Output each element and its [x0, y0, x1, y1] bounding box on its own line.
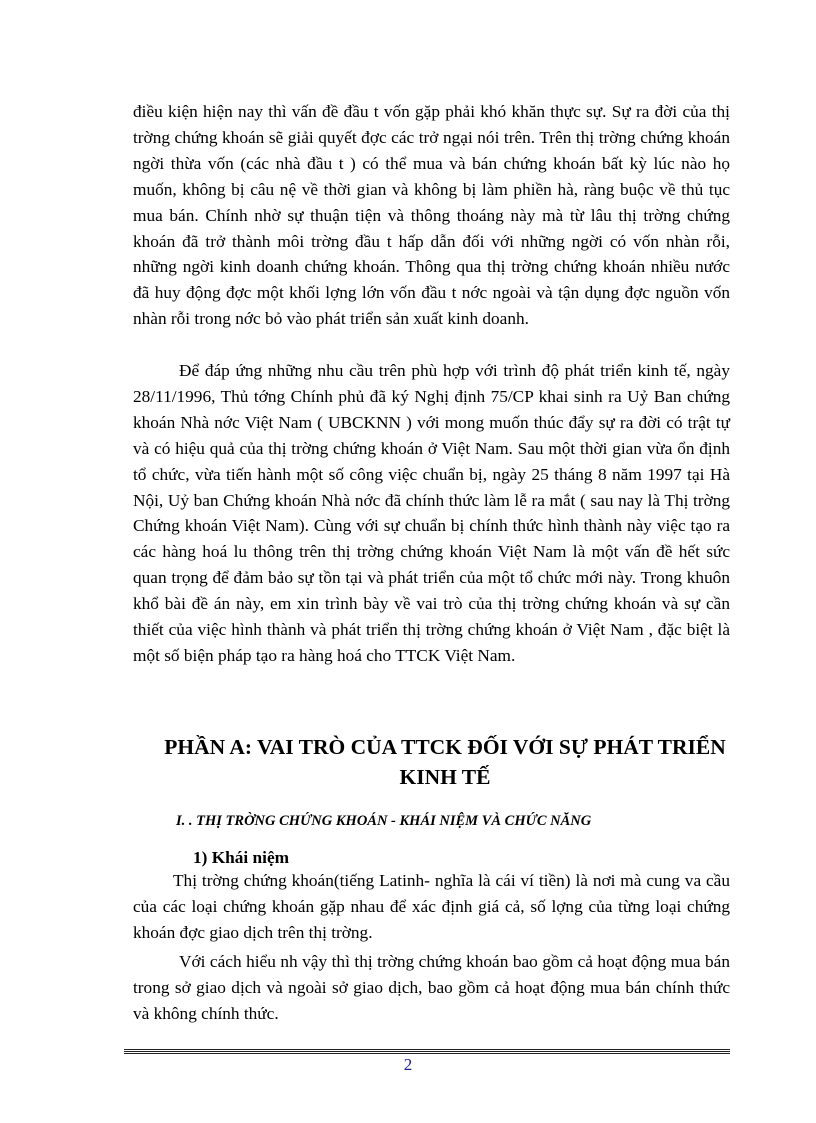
footer-rule-line [124, 1049, 730, 1050]
item-heading: 1) Khái niệm [193, 848, 290, 867]
body-paragraph-1: điều kiện hiện nay thì vấn đề đầu t vốn gặp phải khó khăn thực sự. Sự ra đời của thị trờng chứng khoán sẽ giải quyết đợc các trở ngại nói trên. Trên thị trờng chứng khoán ngời thừa vốn (các nhà đầu t ) có thể mua và bán chứng khoán bất kỳ lúc nào họ muốn, không bị câu nệ về thời gian và không bị làm phiền hà, ràng buộc về thủ tục mua bán. Chính nhờ sự thuận tiện và thông thoáng này mà từ lâu thị trờng chứng khoán đã trở thành môi trờng đầu t hấp dẫn đối với những ngời có vốn nhàn rỗi, những ngời kinh doanh chứng khoán. Thông qua thị trờng chứng khoán nhiều nước đã huy động đợc một khối lợng lớn vốn đầu t nớc ngoài và tận dụng đợc nguồn vốn nhàn rỗi trong nớc bỏ vào phát triển sản xuất kinh doanh. [133, 102, 730, 329]
page-number: 2 [403, 1055, 413, 1074]
section-heading: PHẦN A: VAI TRÒ CỦA TTCK ĐỐI VỚI SỰ PHÁT TRIỂN KINH TẾ [164, 735, 726, 789]
footer-rule-line [124, 1051, 730, 1052]
body-paragraph-3: Thị trờng chứng khoán(tiếng Latinh- nghĩa là cái ví tiền) là nơi mà cung va cầu của các loại chứng khoán gặp nhau để xác định giá cả, số lợng của từng loại chứng khoán đợc giao dịch trên thị trờng. [133, 871, 730, 942]
subsection-heading: I. . THỊ TRỜNG CHỨNG KHOÁN - KHÁI NIỆM VÀ CHỨC NĂNG [176, 813, 592, 829]
body-paragraph-4: Với cách hiểu nh vậy thì thị trờng chứng khoán bao gồm cả hoạt động mua bán trong sở giao dịch và ngoài sở giao dịch, bao gồm cả hoạt động mua bán chính thức và không chính thức. [133, 952, 730, 1023]
body-paragraph-2: Để đáp ứng những nhu cầu trên phù hợp với trình độ phát triển kinh tế, ngày 28/11/1996, Thủ tớng Chính phủ đã ký Nghị định 75/CP khai sinh ra Uỷ Ban chứng khoán Nhà nớc Việt Nam ( UBCKNN ) với mong muốn thúc đẩy sự ra đời có trật tự và có hiệu quả của thị trờng chứng khoán ở Việt Nam. Sau một thời gian vừa ổn định tổ chức, vừa tiến hành một số công việc chuẩn bị, ngày 25 tháng 8 năm 1997 tại Hà Nội, Uỷ ban Chứng khoán Nhà nớc đã chính thức làm lễ ra mắt ( sau nay là Thị trờng Chứng khoán Việt Nam). Cùng với sự chuẩn bị chính thức hình thành này việc tạo ra các hàng hoá lu thông trên thị trờng chứng khoán Việt Nam là một vấn đề hết sức quan trọng để đảm bảo sự tồn tại và phát triển của một tổ chức mới này. Trong khuôn khổ bài đề án này, em xin trình bày về vai trò của thị trờng chứng khoán và sự cần thiết của việc hình thành và phát triển thị trờng chứng khoán ở Việt Nam , đặc biệt là một số biện pháp tạo ra hàng hoá cho TTCK Việt Nam. [133, 361, 730, 665]
